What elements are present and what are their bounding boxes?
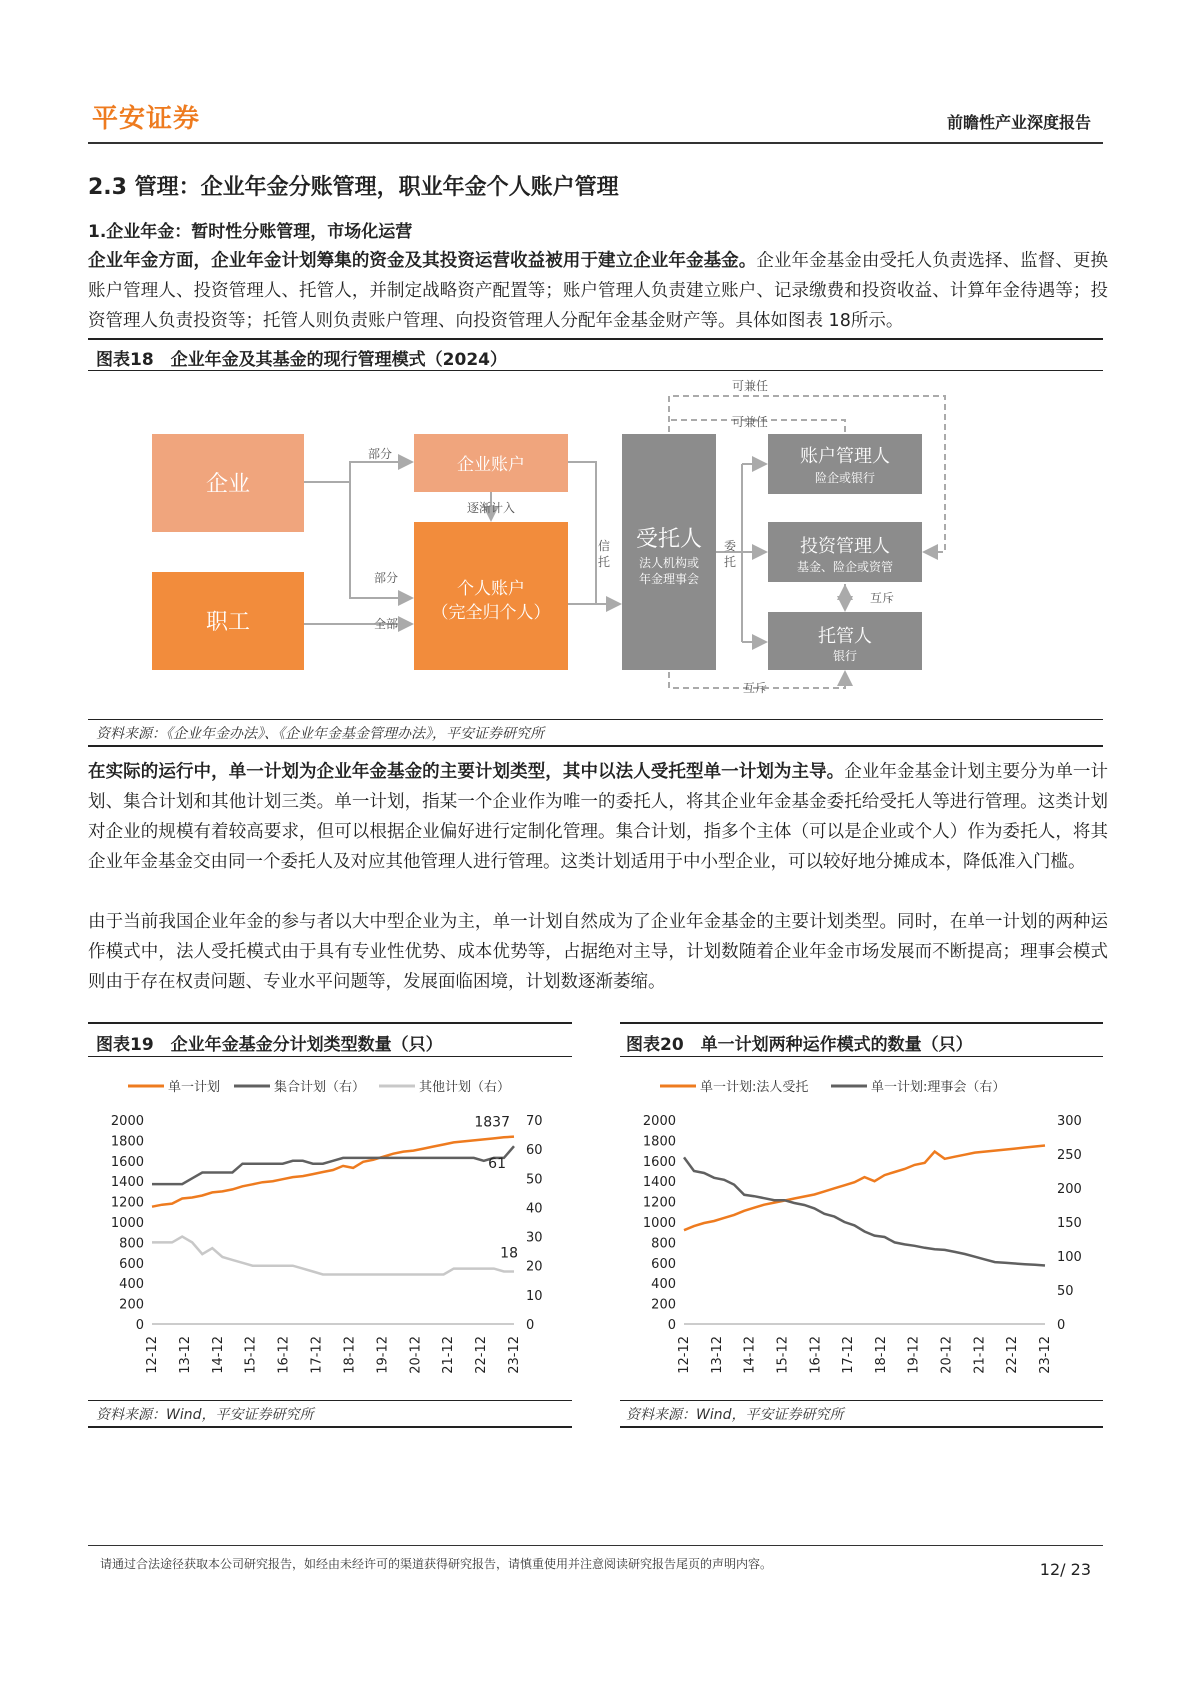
x-tick-label: 12-12 (145, 1336, 160, 1374)
right-tick-label: 10 (526, 1288, 543, 1304)
series-line-1 (152, 1146, 514, 1184)
report-type: 前瞻性产业深度报告 (946, 113, 1091, 132)
fig20-top-rule (620, 1022, 1103, 1024)
account-manager-label: 账户管理人 (800, 446, 890, 467)
label-all: 全部 (373, 617, 399, 631)
trustee-label: 受托人 (635, 527, 703, 552)
x-tick-label: 16-12 (808, 1336, 824, 1374)
series-line-2 (152, 1237, 514, 1275)
right-tick-label: 30 (526, 1230, 543, 1246)
left-tick-label: 1200 (110, 1195, 144, 1211)
fig19-title-rule (88, 1056, 572, 1057)
label-exclusive-1: 互斥 (870, 591, 895, 605)
fig18-title-rule (88, 370, 1103, 371)
paragraph-1 (88, 246, 1108, 336)
personal-account-label: 个人账户 (457, 579, 525, 599)
left-tick-label: 200 (651, 1297, 676, 1313)
x-tick-label: 14-12 (210, 1336, 226, 1374)
trustee-sub1: 法人机构或 (638, 556, 700, 570)
fig20-source-rule (620, 1400, 1103, 1401)
x-tick-label: 22-12 (474, 1336, 490, 1374)
left-tick-label: 200 (119, 1297, 144, 1313)
x-tick-label: 19-12 (906, 1336, 922, 1374)
right-tick-label: 60 (526, 1143, 543, 1159)
label-entrust-1: 委 (723, 539, 737, 553)
x-tick-label: 12-12 (677, 1336, 692, 1374)
left-tick-label: 0 (135, 1318, 144, 1333)
investment-manager-sub: 基金、险企或资管 (796, 560, 894, 574)
left-tick-label: 1400 (110, 1175, 144, 1191)
left-tick-label: 800 (119, 1236, 144, 1252)
left-tick-label: 1000 (110, 1216, 144, 1231)
left-tick-label: 2000 (642, 1114, 676, 1129)
custodian-label: 托管人 (818, 626, 872, 647)
left-tick-label: 400 (651, 1277, 676, 1293)
left-tick-label: 1400 (642, 1175, 676, 1191)
section-title: 2.3 管理：企业年金分账管理，职业年金个人账户管理 (88, 175, 619, 200)
x-tick-label: 16-12 (276, 1336, 292, 1374)
right-tick-label: 40 (526, 1201, 543, 1217)
trustee-box (622, 434, 716, 670)
left-tick-label: 600 (119, 1256, 144, 1272)
right-tick-label: 50 (526, 1172, 543, 1188)
fig19-source-rule (88, 1400, 572, 1401)
right-tick-label: 100 (1057, 1250, 1082, 1265)
right-tick-label: 50 (1057, 1284, 1074, 1299)
fig20-chart (620, 1062, 1103, 1392)
fig19-bottom-rule (88, 1426, 572, 1428)
paragraph-1-text: 企业年金基金由受托人负责选择、监督、更换账户管理人、投资管理人、托管人，并制定战略资产配置等；账户管理人负责建立账户、记录缴费和投资收益、计算年金待遇等；投资管理人负责投资等；托管人则负责账户管理、向投资管理人分配年金基金财产等。具体如图表 18所示。 (88, 251, 1109, 331)
paragraph-2 (88, 757, 1108, 877)
x-tick-label: 14-12 (742, 1336, 758, 1374)
fig18-source: 资料来源：《企业年金办法》、《企业年金基金管理办法》，平安证券研究所 (96, 726, 544, 742)
paragraph-2-bold: 在实际的运行中，单一计划为企业年金基金的主要计划类型，其中以法人受托型单一计划为主导。 (88, 762, 845, 782)
left-tick-label: 1000 (642, 1216, 676, 1231)
x-tick-label: 23-12 (1038, 1336, 1053, 1374)
left-tick-label: 1600 (642, 1154, 676, 1170)
left-tick-label: 1800 (642, 1134, 676, 1150)
x-tick-label: 17-12 (841, 1336, 857, 1374)
trustee-sub2: 年金理事会 (638, 572, 700, 586)
right-tick-label: 200 (1057, 1182, 1082, 1197)
left-tick-label: 400 (119, 1277, 144, 1293)
label-trust-2: 托 (597, 555, 611, 569)
left-tick-label: 1600 (110, 1154, 144, 1170)
right-tick-label: 0 (1057, 1318, 1066, 1333)
fig18-top-rule (88, 338, 1103, 340)
legend-label-1: 集合计划（右） (274, 1080, 366, 1095)
x-tick-label: 20-12 (408, 1336, 424, 1374)
label-part-2: 部分 (373, 571, 399, 585)
right-tick-label: 300 (1057, 1114, 1082, 1129)
brand-logo: 平安证券 (92, 104, 201, 134)
custodian-sub: 银行 (832, 649, 858, 663)
paragraph-3: 由于当前我国企业年金的参与者以大中型企业为主，单一计划自然成为了企业年金基金的主要计划类型。同时，在单一计划的两种运作模式中，法人受托模式由于具有专业性优势、成本优势等，占据绝对主导，计划数随着企业年金市场发展而不断提高；理事会模式则由于存在权责问题、专业水平问题等，发展面临困境，计划数逐渐萎缩。 (88, 912, 1108, 992)
subsection-title: 1.企业年金：暂时性分账管理，市场化运营 (88, 222, 413, 242)
data-label: 1837 (474, 1114, 510, 1131)
right-tick-label: 250 (1057, 1148, 1082, 1163)
paragraph-1-bold: 企业年金方面，企业年金计划筹集的资金及其投资运营收益被用于建立企业年金基金。 (88, 251, 757, 271)
fig19-chart (88, 1062, 572, 1392)
right-tick-label: 20 (526, 1259, 543, 1275)
x-tick-label: 20-12 (939, 1336, 955, 1374)
left-tick-label: 1800 (110, 1134, 144, 1150)
label-concurrent-2: 可兼任 (731, 415, 769, 429)
fig18-diagram (150, 376, 970, 718)
fig20-source: 资料来源：Wind，平安证券研究所 (626, 1407, 844, 1423)
legend-label-0: 单一计划:法人受托 (700, 1080, 809, 1095)
left-tick-label: 1200 (642, 1195, 676, 1211)
left-tick-label: 600 (651, 1256, 676, 1272)
x-tick-label: 21-12 (972, 1336, 988, 1374)
legend-label-1: 单一计划:理事会（右） (871, 1080, 1006, 1095)
x-tick-label: 23-12 (507, 1336, 522, 1374)
footer-disclaimer: 请通过合法途径获取本公司研究报告，如经由未经许可的渠道获得研究报告，请慎重使用并注意阅读研究报告尾页的声明内容。 (100, 1557, 773, 1571)
right-tick-label: 150 (1057, 1216, 1082, 1231)
series-line-1 (684, 1157, 1045, 1265)
x-tick-label: 13-12 (709, 1336, 725, 1374)
account-manager-sub: 险企或银行 (814, 471, 876, 485)
fig18-title: 图表18 企业年金及其基金的现行管理模式（2024） (96, 350, 507, 370)
fig20-title: 图表20 单一计划两种运作模式的数量（只） (626, 1035, 973, 1055)
x-tick-label: 15-12 (775, 1336, 791, 1374)
right-tick-label: 70 (526, 1114, 543, 1129)
label-concurrent-1: 可兼任 (731, 379, 769, 393)
fig20-bottom-rule (620, 1426, 1103, 1428)
left-tick-label: 2000 (110, 1114, 144, 1129)
fig20-title-rule (620, 1056, 1103, 1057)
x-tick-label: 18-12 (873, 1336, 889, 1374)
personal-account-sublabel: （完全归个人） (431, 603, 551, 623)
label-part-1: 部分 (367, 447, 393, 461)
data-label: 18 (500, 1245, 518, 1262)
label-vest: 逐渐计入 (466, 501, 516, 515)
left-tick-label: 0 (667, 1318, 676, 1333)
x-tick-label: 15-12 (243, 1336, 259, 1374)
footer-rule (88, 1545, 1103, 1546)
left-tick-label: 800 (651, 1236, 676, 1252)
enterprise-label: 企业 (205, 472, 251, 497)
label-exclusive-2: 互斥 (742, 681, 768, 695)
fig18-bottom-rule (88, 745, 1103, 747)
legend-label-0: 单一计划 (168, 1080, 221, 1095)
x-tick-label: 18-12 (342, 1336, 358, 1374)
enterprise-account-label: 企业账户 (457, 455, 525, 475)
investment-manager-label: 投资管理人 (800, 536, 890, 557)
fig18-source-rule (88, 719, 1103, 720)
x-tick-label: 19-12 (375, 1336, 391, 1374)
paragraph-2-text: 企业年金基金计划主要分为单一计划、集合计划和其他计划三类。单一计划，指某一个企业作为唯一的委托人，将其企业年金基金委托给受托人等进行管理。这类计划对企业的规模有着较高要求，但可以根据企业偏好进行定制化管理。集合计划，指多个主体（可以是企业或个人）作为委托人，将其企业年金基金交由同一个委托人及对应其他管理人进行管理。这类计划适用于中小型企业，可以较好地分摊成本，降低准入门槛。 (88, 762, 1109, 872)
header-divider (88, 142, 1103, 144)
legend-label-2: 其他计划（右） (419, 1080, 511, 1095)
label-entrust-2: 托 (723, 555, 737, 569)
x-tick-label: 21-12 (441, 1336, 457, 1374)
fig19-title: 图表19 企业年金基金分计划类型数量（只） (96, 1035, 443, 1055)
employee-label: 职工 (205, 610, 251, 635)
x-tick-label: 17-12 (309, 1336, 325, 1374)
data-label: 61 (488, 1156, 506, 1173)
x-tick-label: 13-12 (177, 1336, 193, 1374)
page-number: 12/ 23 (1039, 1560, 1091, 1579)
fig19-source: 资料来源：Wind，平安证券研究所 (96, 1407, 314, 1423)
fig19-top-rule (88, 1022, 572, 1024)
label-trust-1: 信 (597, 539, 611, 553)
right-tick-label: 0 (526, 1318, 535, 1333)
x-tick-label: 22-12 (1005, 1336, 1021, 1374)
